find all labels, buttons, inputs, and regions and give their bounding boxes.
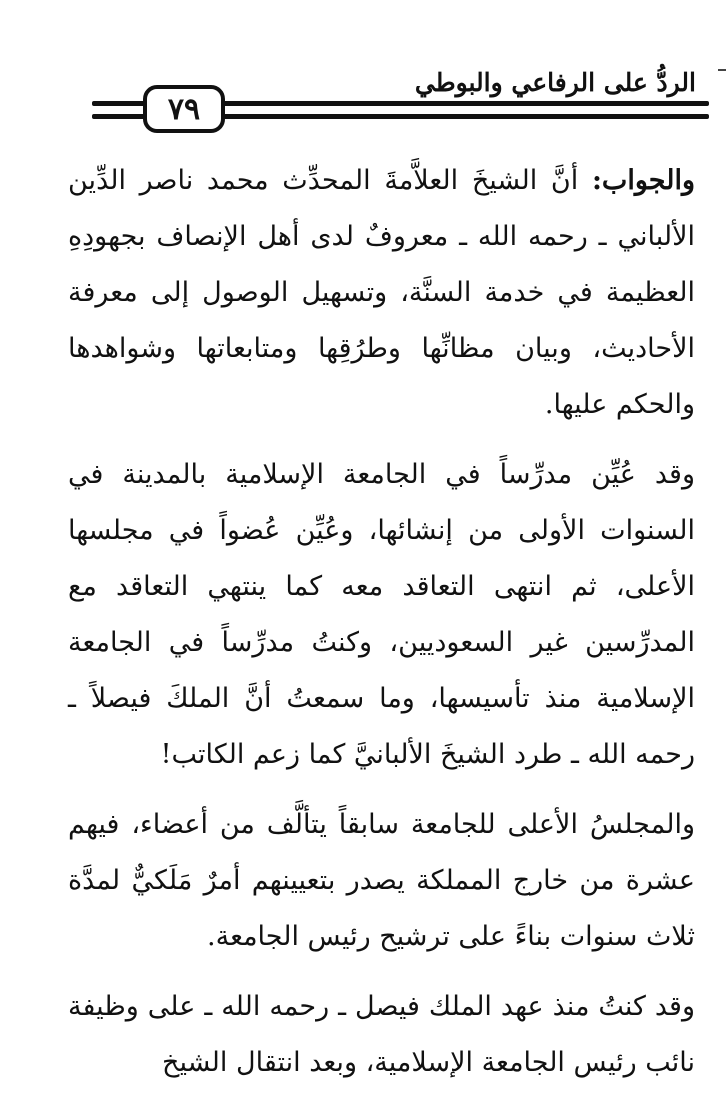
paragraph-2 [68, 447, 695, 783]
paragraph-1-lead: والجواب: [591, 165, 695, 196]
paragraph-3 [68, 797, 695, 965]
paragraph-1 [68, 153, 695, 433]
running-header-title: الردُّ على الرفاعي والبوطي [414, 68, 696, 97]
page-number-badge [143, 85, 225, 133]
scan-corner-mark [718, 69, 726, 71]
paragraph-2-text: وقد عُيِّن مدرِّساً في الجامعة الإسلامية بالمدينة في السنوات الأولى من إنشائها، وعُيِّن عُضواً في مجلسها الأعلى، ثم انتهى التعاقد معه كما ينتهي التعاقد مع المدرِّسين غير السعوديين، وكنتُ مدرِّساً في الجامعة الإسلامية منذ تأسيسها، وما سمعتُ أنَّ الملكَ فيصلاً ـ رحمه الله ـ طرد الشيخَ الألبانيَّ كما زعم الكاتب! [68, 459, 695, 770]
page-number: ٧٩ [167, 91, 201, 127]
paragraph-3-text: والمجلسُ الأعلى للجامعة سابقاً يتألَّف من أعضاء، فيهم عشرة من خارج المملكة يصدر بتعيينهم أمرٌ مَلَكيٌّ لمدَّة ثلاث سنوات بناءً على ترشيح رئيس الجامعة. [68, 809, 695, 952]
paragraph-1-text: أنَّ الشيخَ العلاَّمةَ المحدِّث محمد ناصر الدِّين الألباني ـ رحمه الله ـ معروفٌ لدى أهل الإنصاف بجهودِهِ العظيمة في خدمة السنَّة، وتسهيل الوصول إلى معرفة الأحاديث، وبيان مظانِّها وطرُقِها ومتابعاتها وشواهدها والحكم عليها. [68, 165, 695, 420]
paragraph-4-text: وقد كنتُ منذ عهد الملك فيصل ـ رحمه الله ـ على وظيفة نائب رئيس الجامعة الإسلامية، وبعد انتقال الشيخ [68, 991, 695, 1078]
paragraph-4 [68, 979, 695, 1091]
document-body [68, 153, 695, 1091]
